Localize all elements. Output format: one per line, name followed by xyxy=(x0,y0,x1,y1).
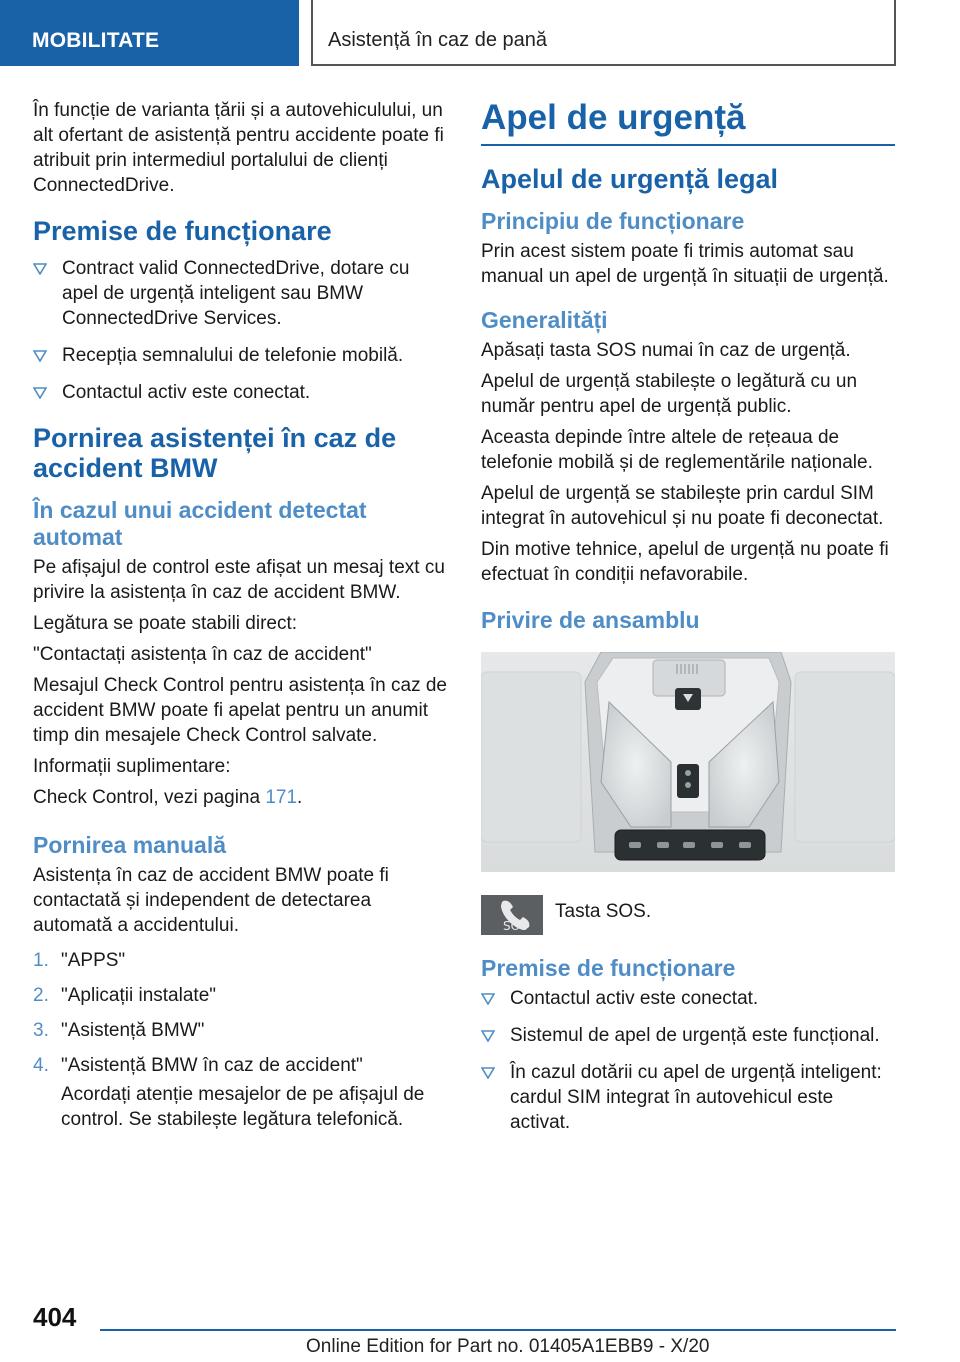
list-item: Recepția semnalului de telefonie mobilă. xyxy=(33,343,447,368)
triangle-bullet-icon xyxy=(33,350,47,362)
start-assistance-heading: Pornirea asistenței în caz de accident BMW xyxy=(33,423,397,483)
paragraph: Aceasta depinde între altele de rețeaua de telefonie mobilă și de reglementările naționale. xyxy=(481,427,873,473)
left-column xyxy=(33,98,447,1132)
right-column xyxy=(481,98,895,1147)
paragraph: Apelul de urgență se stabilește prin cardul SIM integrat în autovehicul și nu poate fi deconectat. xyxy=(481,483,884,529)
triangle-bullet-icon xyxy=(33,387,47,399)
paragraph: Pe afișajul de control este afișat un mesaj text cu privire la asistența în caz de accident BMW. xyxy=(33,557,445,603)
page-link[interactable]: 171 xyxy=(265,787,298,808)
triangle-bullet-icon xyxy=(481,993,495,1005)
prereq-list-right xyxy=(481,986,895,1135)
list-item: 3. "Asistență BMW" xyxy=(33,1020,205,1041)
manual-start-heading: Pornirea manuală xyxy=(33,832,227,858)
page-reference: Check Control, vezi pagina 171. xyxy=(33,787,303,808)
principle-heading: Principiu de funcționare xyxy=(481,208,745,234)
steps-list xyxy=(33,948,447,1078)
general-heading: Generalități xyxy=(481,307,608,333)
triangle-bullet-icon xyxy=(481,1030,495,1042)
legal-call-heading: Apelul de urgență legal xyxy=(481,164,779,194)
page-header xyxy=(0,0,960,66)
topic-tab xyxy=(311,0,896,66)
paragraph: Apelul de urgență stabilește o legătură cu un număr pentru apel de urgență public. xyxy=(481,371,858,417)
list-item: 1. "APPS" xyxy=(33,950,126,971)
topic-label: Asistență în caz de pană xyxy=(328,29,548,51)
section-tab xyxy=(0,0,299,66)
paragraph: Asistența în caz de accident BMW poate fi contactată și independent de detectarea automată a accidentului. xyxy=(33,865,389,936)
paragraph: Prin acest sistem poate fi trimis automat sau manual un apel de urgență în situații de urgență. xyxy=(481,241,889,287)
list-item: Contactul activ este conectat. xyxy=(33,380,447,405)
emergency-call-title: Apel de urgență xyxy=(481,98,895,146)
list-item: 4. "Asistență BMW în caz de accident" xyxy=(33,1055,363,1076)
auto-accident-heading: În cazul unui accident detectat automat xyxy=(33,497,367,550)
paragraph: Informații suplimentare: xyxy=(33,756,231,777)
overview-heading: Privire de ansamblu xyxy=(481,607,700,633)
page-number: 404 xyxy=(33,1302,77,1332)
sos-button-icon xyxy=(481,895,543,935)
triangle-bullet-icon xyxy=(481,1067,495,1079)
list-item: Contactul activ este conectat. xyxy=(481,986,895,1011)
paragraph: Din motive tehnice, apelul de urgență nu poate fi efectuat în condiții nefavorabile. xyxy=(481,539,889,585)
paragraph: Mesajul Check Control pentru asistența în caz de accident BMW poate fi apelat pentru un anumit timp din mesajele Check Control salvate. xyxy=(33,675,447,746)
list-item: În cazul dotării cu apel de urgență inteligent: cardul SIM integrat în autovehicul este activat. xyxy=(481,1060,895,1135)
paragraph: Legătura se poate stabili direct: xyxy=(33,613,298,634)
triangle-bullet-icon xyxy=(33,263,47,275)
section-label: MOBILITATE xyxy=(32,29,160,52)
list-item: Sistemul de apel de urgență este funcțional. xyxy=(481,1023,895,1048)
footer-divider xyxy=(100,1329,896,1331)
paragraph: Apăsați tasta SOS numai în caz de urgență. xyxy=(481,340,851,361)
intro-paragraph: În funcție de varianta țării și a autovehiculului, un alt ofertant de asistență pentru accidente poate fi atribuit prin intermediul portalului de clienți ConnectedDrive. xyxy=(33,100,444,196)
list-item: Contract valid ConnectedDrive, dotare cu apel de urgență inteligent sau BMW ConnectedDrive Services. xyxy=(33,256,447,331)
list-item: 2. "Aplicații instalate" xyxy=(33,985,217,1006)
sos-legend xyxy=(481,895,895,935)
svg-text:SOS: SOS xyxy=(503,919,528,933)
prereq-heading-right: Premise de funcționare xyxy=(481,955,736,981)
overhead-console-image xyxy=(481,652,895,872)
sos-caption: Tasta SOS. xyxy=(555,901,652,922)
paragraph: "Contactați asistența în caz de accident" xyxy=(33,644,372,665)
step-note: Acordați atenție mesajelor de pe afișajul de control. Se stabilește legătura telefonică. xyxy=(61,1084,425,1130)
edition-note: Online Edition for Part no. 01405A1EBB9 - X/20 xyxy=(306,1336,710,1357)
prereq-list-left xyxy=(33,256,447,405)
prereq-heading-left: Premise de funcționare xyxy=(33,216,332,246)
